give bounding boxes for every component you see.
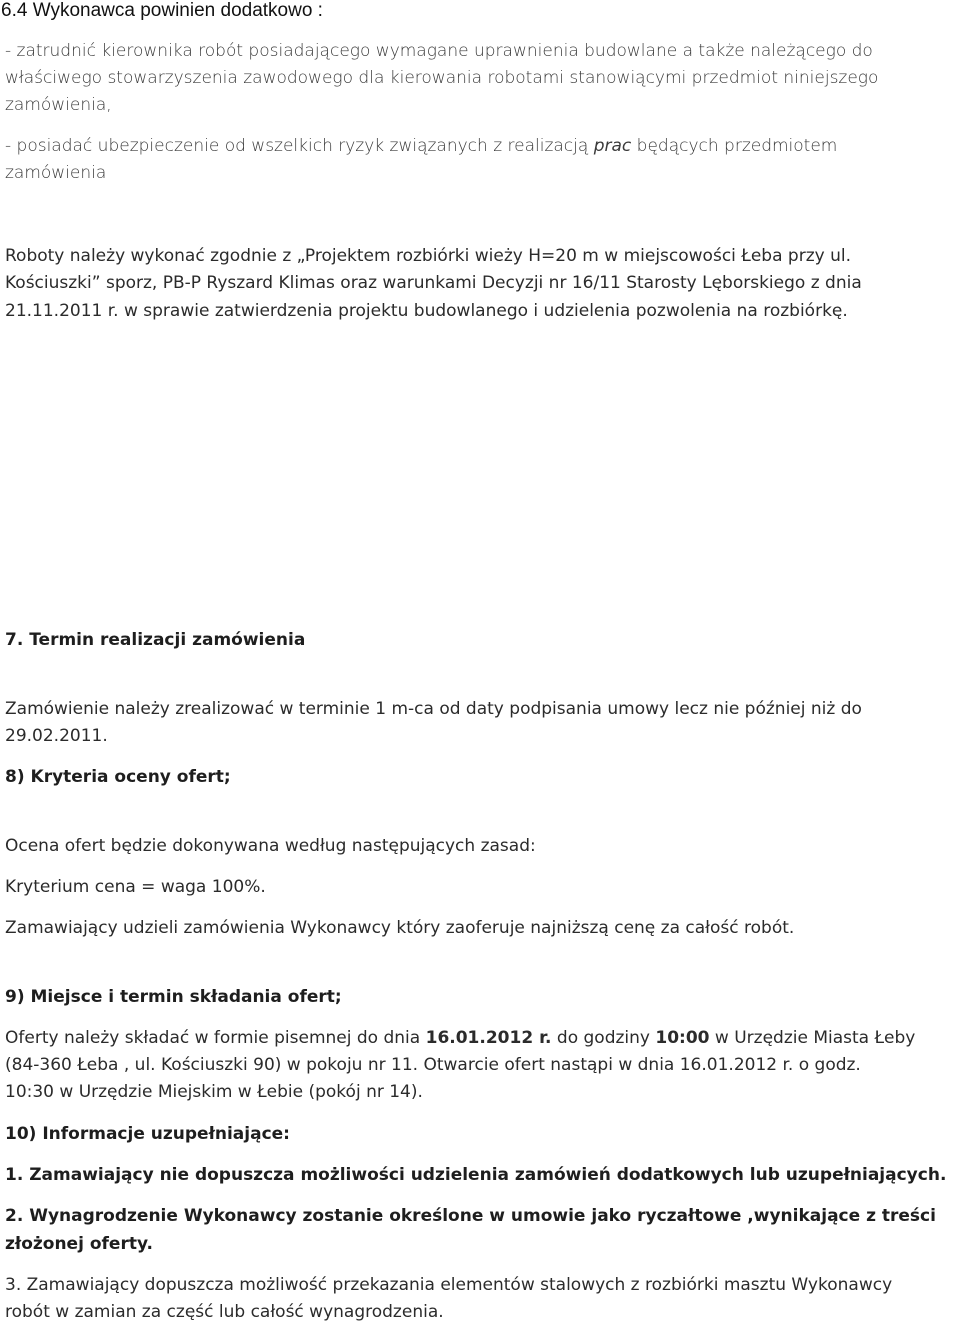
- section-10-item2-line2: złożonej oferty.: [5, 1234, 153, 1254]
- section-10-item3-line2: robót w zamian za część lub całość wynagrodzenia.: [5, 1302, 444, 1322]
- section-6-4-para-line2: Kościuszki” sporz, PB-P Ryszard Klimas oraz warunkami Decyzji nr 16/11 Starosty Lęborskiego z dnia: [5, 273, 862, 293]
- section-9-line3: 10:30 w Urzędzie Miejskim w Łebie (pokój nr 14).: [5, 1082, 423, 1102]
- item2-text-b: będących przedmiotem: [631, 136, 838, 156]
- section-9-line1: [5, 1027, 915, 1049]
- section-10-heading: 10) Informacje uzupełniające:: [5, 1124, 290, 1144]
- item2-text-a: - posiadać ubezpieczenie od wszelkich ryzyk związanych z realizacją: [5, 136, 594, 156]
- section-7-heading: 7. Termin realizacji zamówienia: [5, 630, 306, 650]
- section-8-line1: Ocena ofert będzie dokonywana według następujących zasad:: [5, 836, 536, 856]
- section-10-item2-line1: 2. Wynagrodzenie Wykonawcy zostanie określone w umowie jako ryczałtowe ,wynikające z treści: [5, 1206, 936, 1226]
- section-6-4-para-line3: 21.11.2011 r. w sprawie zatwierdzenia projektu budowlanego i udzielenia pozwolenia na rozbiórkę.: [5, 301, 848, 321]
- section-8-heading: 8) Kryteria oceny ofert;: [5, 767, 231, 787]
- section-8-line2: Kryterium cena = waga 100%.: [5, 877, 266, 897]
- section-9-line2: (84-360 Łeba , ul. Kościuszki 90) w pokoju nr 11. Otwarcie ofert nastąpi w dnia 16.01.2012 r. o godz.: [5, 1055, 861, 1075]
- submission-time: 10:00: [655, 1028, 710, 1048]
- item2-text-italic: prac: [593, 136, 632, 156]
- section-9-heading: 9) Miejsce i termin składania ofert;: [5, 987, 342, 1007]
- section-7-line1: Zamówienie należy zrealizować w terminie 1 m-ca od daty podpisania umowy lecz nie później niż do: [5, 699, 862, 719]
- section-8-line3: Zamawiający udzieli zamówienia Wykonawcy który zaoferuje najniższą cenę za całość robót.: [5, 918, 795, 938]
- section-6-4-item1-line1: - zatrudnić kierownika robót posiadającego wymagane uprawnienia budowlane a także należącego do: [5, 41, 873, 61]
- section-6-4-item1-line2: właściwego stowarzyszenia zawodowego dla kierowania robotami stanowiącymi przedmiot niniejszego: [5, 68, 879, 88]
- section-6-4-item1-line3: zamówienia,: [5, 95, 112, 115]
- section-6-4-para-line1: Roboty należy wykonać zgodnie z „Projektem rozbiórki wieży H=20 m w miejscowości Łeba przy ul.: [5, 246, 851, 266]
- section-6-4-item2-line1: [5, 135, 837, 157]
- section-9-text-c: w Urzędzie Miasta Łeby: [709, 1028, 916, 1048]
- section-7-line2: 29.02.2011.: [5, 726, 108, 746]
- section-10-item1: 1. Zamawiający nie dopuszcza możliwości udzielenia zamówień dodatkowych lub uzupełniających.: [5, 1165, 947, 1185]
- section-6-4-heading: 6.4 Wykonawca powinien dodatkowo :: [1, 0, 323, 21]
- section-10-item3-line1: 3. Zamawiający dopuszcza możliwość przekazania elementów stalowych z rozbiórki masztu Wykonawcy: [5, 1275, 893, 1295]
- section-6-4-item2-line2: zamówienia: [5, 163, 107, 183]
- section-9-text-b: do godziny: [551, 1028, 656, 1048]
- submission-date: 16.01.2012 r.: [425, 1028, 552, 1048]
- section-9-text-a: Oferty należy składać w formie pisemnej do dnia: [5, 1028, 426, 1048]
